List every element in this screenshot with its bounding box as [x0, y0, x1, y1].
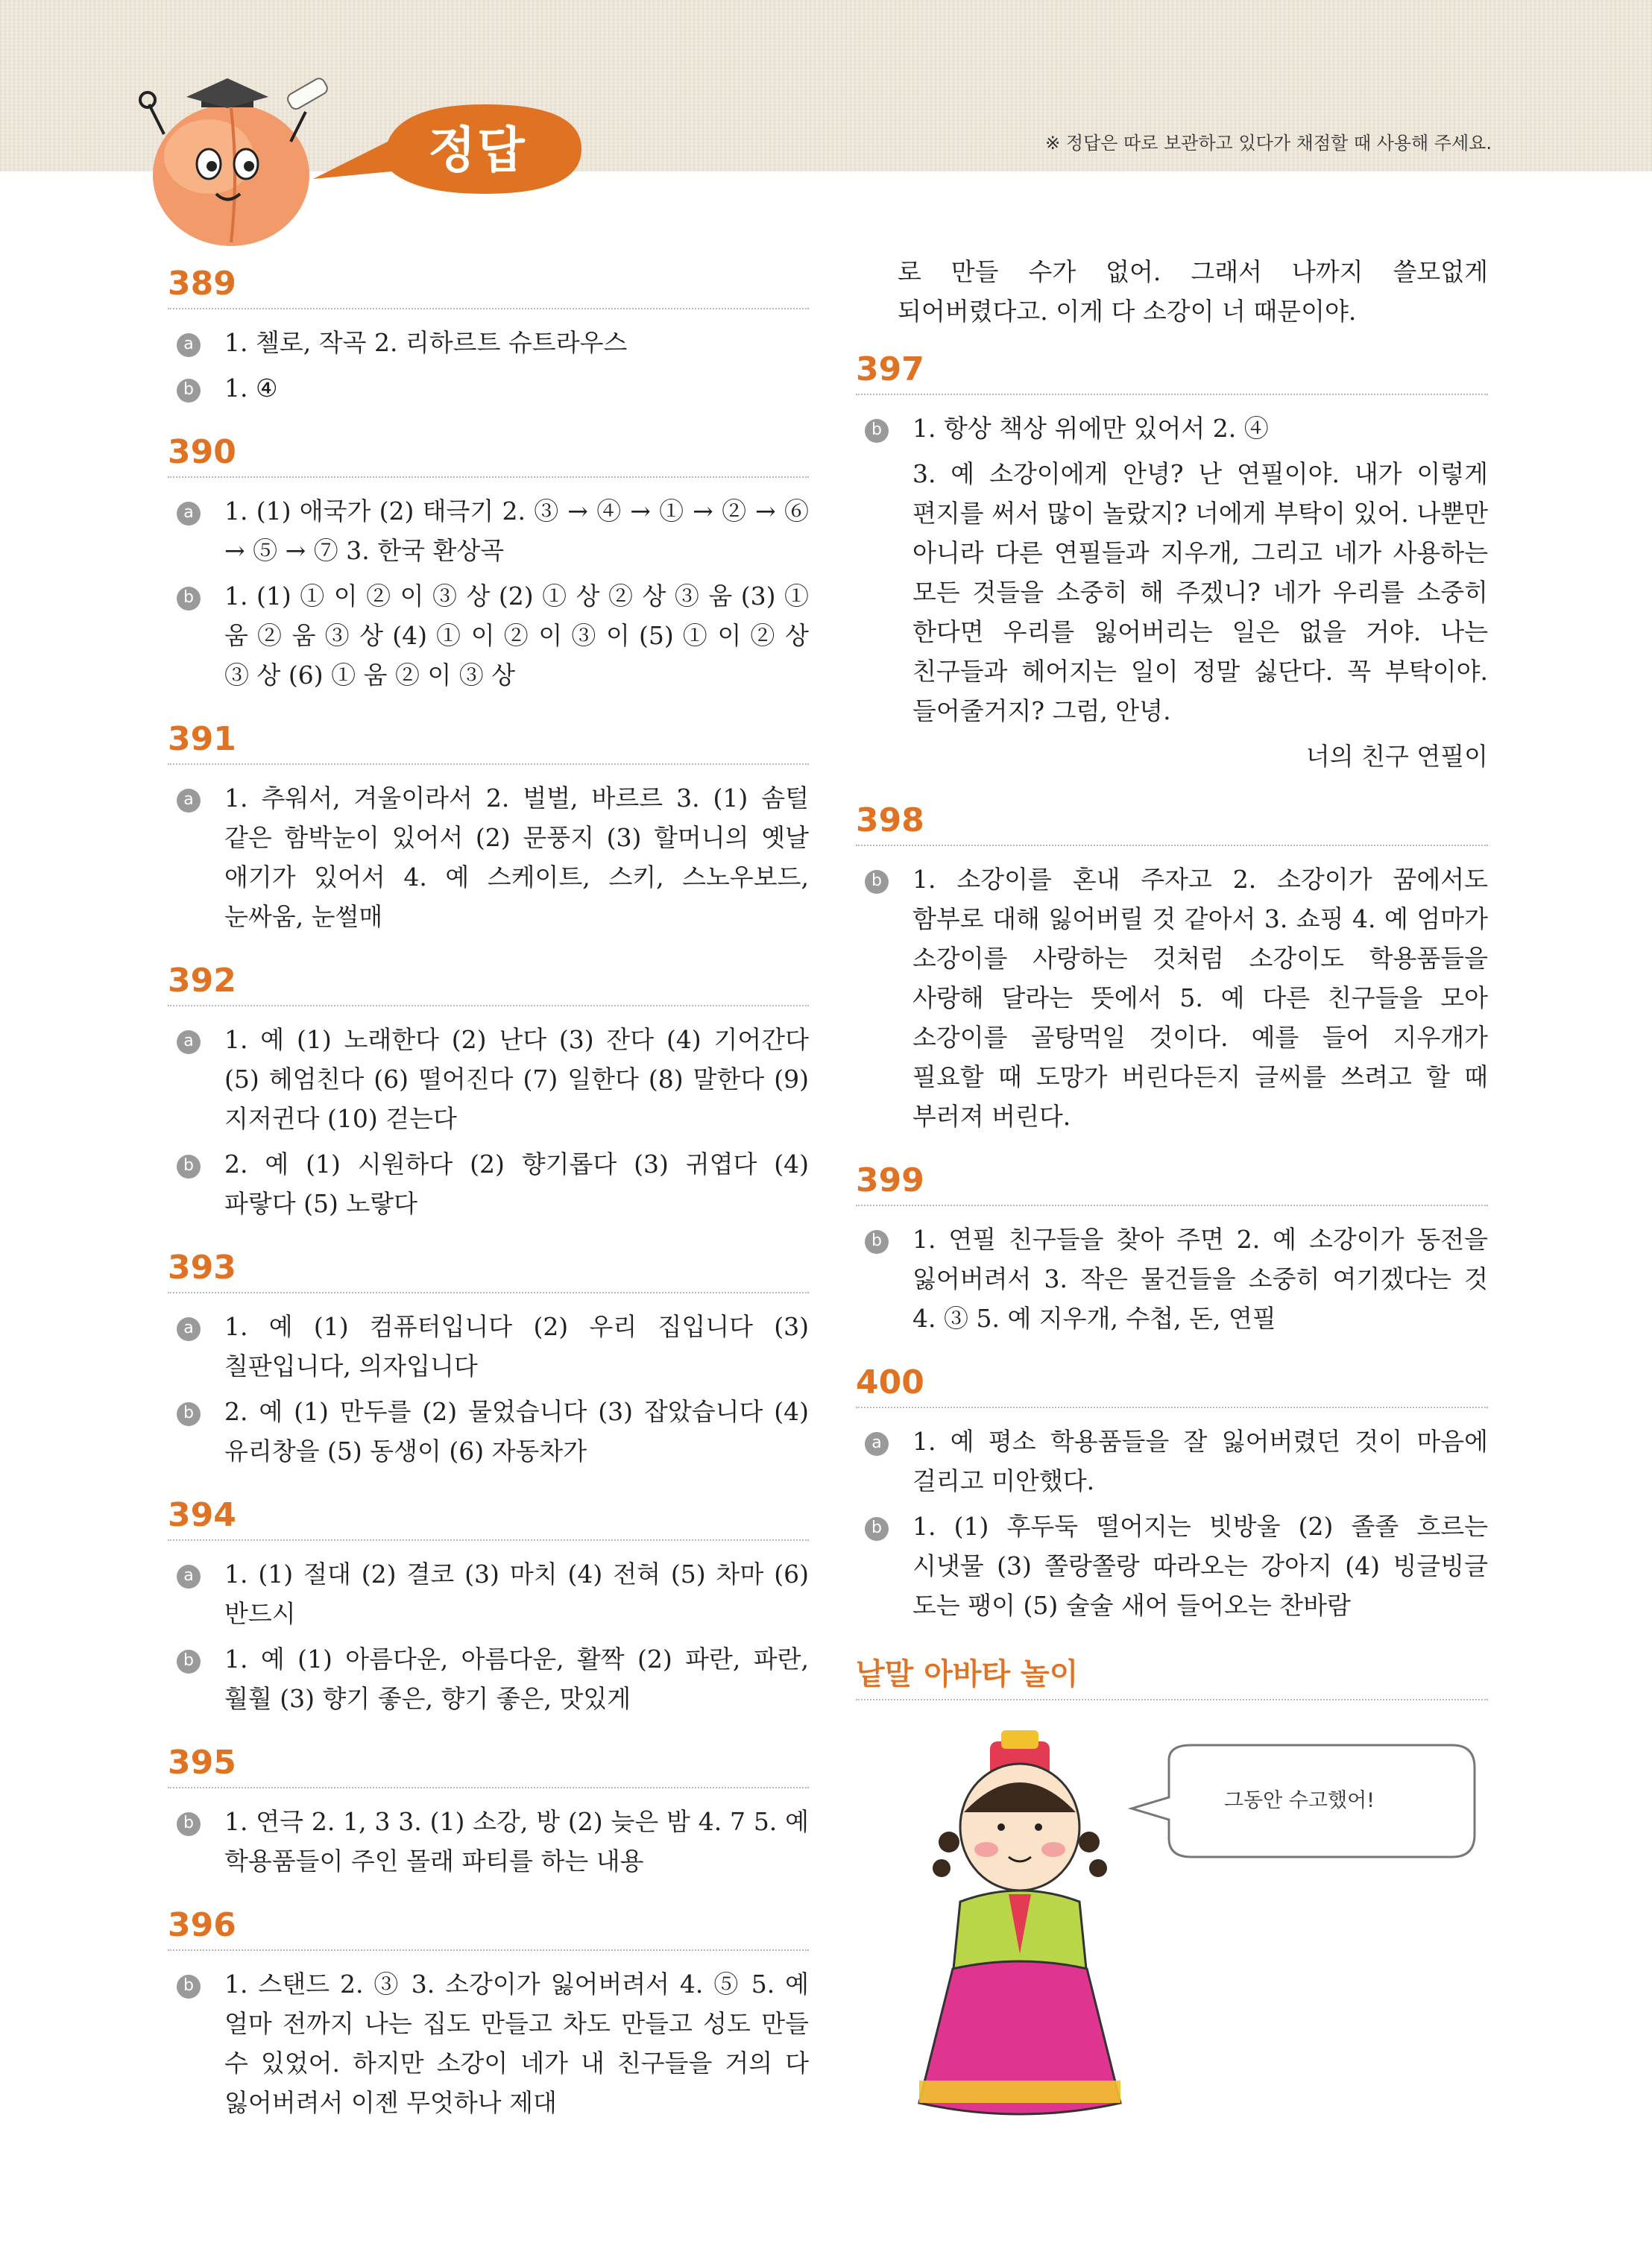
section-number: 399 — [856, 1161, 1488, 1206]
answer-text: 1. ④ — [224, 373, 278, 403]
answer-entry — [168, 1554, 809, 1633]
page-title: 정답 — [428, 122, 526, 179]
part-badge: a — [177, 789, 201, 813]
answer-text: 1. (1) 후두둑 떨어지는 빗방울 (2) 졸졸 흐르는 시냇물 (3) 쫄랑쫄랑 따라오는 강아지 (4) 빙글빙글 도는 팽이 (5) 술술 새어 들어오는 찬바람 — [912, 1512, 1488, 1620]
letter-signature: 너의 친구 연필이 — [1305, 742, 1488, 771]
answer-text: 1. 첼로, 작곡 2. 리하르트 슈트라우스 — [224, 328, 628, 357]
section-number: 390 — [168, 433, 809, 478]
answer-text: 1. (1) ① 이 ② 이 ③ 상 (2) ① 상 ② 상 ③ 움 (3) ① 움 ② 움 ③ 상 (4) ① 이 ② 이 ③ 이 (5) ① 이 ② 상 ③ 상 (6) ① 움 ② 이 ③ 상 — [224, 581, 809, 690]
nalmal-title: 낱말 아바타 놀이 — [856, 1650, 1488, 1700]
answer-section — [856, 350, 1488, 776]
answer-text: 1. 소강이를 혼내 주자고 2. 소강이가 꿈에서도 함부로 대해 잃어버릴 것 같아서 3. 쇼핑 4. 예 엄마가 소강이를 사랑하는 것처럼 소강이도 학용품들을 사랑해 달라는 뜻에서 5. 예 다른 친구들을 모아 소강이를 골탕먹일 것이다. 예를 들어 지우개가 필요할 때 도망가 버린다든지 글씨를 쓰려고 할 때 부러져 버린다. — [912, 865, 1488, 1131]
answer-text: 2. 예 (1) 만두를 (2) 물었습니다 (3) 잡았습니다 (4) 유리창을 (5) 동생이 (6) 자동차가 — [224, 1397, 809, 1466]
answer-text: 3. 예 소강이에게 안녕? 난 연필이야. 내가 이렇게 편지를 써서 많이 놀랐지? 너에게 부탁이 있어. 나뿐만 아니라 다른 연필들과 지우개, 그리고 네가 사용하는 모든 것들을 소중히 해 주겠니? 네가 우리를 소중히 한다면 우리를 잃어버리는 일은 없을 거야. 나는 친구들과 헤어지는 일이 정말 싫단다. 꼭 부탁이야. 들어줄거지? 그럼, 안녕. — [912, 459, 1488, 725]
answer-section — [168, 1744, 809, 1881]
part-badge: a — [865, 1432, 889, 1456]
answer-entry — [168, 1020, 809, 1138]
answer-entry — [168, 1639, 809, 1718]
part-badge: b — [865, 1230, 889, 1254]
answer-section — [856, 801, 1488, 1136]
part-badge: b — [177, 587, 201, 611]
answer-entry — [856, 860, 1488, 1136]
section-number: 392 — [168, 962, 809, 1006]
continuation-text: 로 만들 수가 없어. 그래서 나까지 쓸모없게 되어버렸다고. 이게 다 소강이 너 때문이야. — [898, 257, 1488, 326]
part-badge: b — [177, 1812, 201, 1836]
answer-entry — [168, 1964, 809, 2122]
answer-text: 1. 스탠드 2. ③ 3. 소강이가 잃어버려서 4. ⑤ 5. 예 얼마 전까지 나는 집도 만들고 차도 만들고 성도 만들 수 있었어. 하지만 소강이 네가 내 친구들을 거의 다 잃어버려서 이젠 무엇하나 제대 — [224, 1970, 809, 2117]
answer-entry — [856, 1507, 1488, 1625]
answer-text: 1. 예 (1) 아름다운, 아름다운, 활짝 (2) 파란, 파란, 훨훨 (3) 향기 좋은, 향기 좋은, 맛있게 — [224, 1644, 809, 1713]
answer-section — [168, 720, 809, 936]
part-badge: b — [177, 1650, 201, 1674]
part-badge: b — [177, 1155, 201, 1179]
answer-entry — [856, 454, 1488, 731]
part-badge: b — [865, 1517, 889, 1541]
answer-section — [168, 1496, 809, 1718]
answer-section — [856, 1363, 1488, 1625]
answer-text: 1. 연필 친구들을 찾아 주면 2. 예 소강이가 동전을 잃어버려서 3. 작은 물건들을 소중히 여기겠다는 것 4. ③ 5. 예 지우개, 수첩, 돈, 연필 — [912, 1225, 1488, 1333]
answer-entry — [168, 1802, 809, 1881]
answer-entry — [856, 1422, 1488, 1501]
section-number: 393 — [168, 1249, 809, 1293]
part-badge: b — [865, 419, 889, 443]
section-number: 396 — [168, 1906, 809, 1951]
section-number: 394 — [168, 1496, 809, 1541]
answer-section — [168, 265, 809, 408]
section-number: 389 — [168, 265, 809, 309]
part-badge: a — [177, 1317, 201, 1341]
part-badge: b — [865, 870, 889, 894]
avatar-area — [856, 1700, 1488, 2148]
answer-entry — [168, 1307, 809, 1386]
answer-entry — [168, 576, 809, 695]
speech-text: 그동안 수고했어! — [1224, 1789, 1375, 1812]
answer-text: 1. (1) 절대 (2) 결코 (3) 마치 (4) 전혀 (5) 차마 (6) 반드시 — [224, 1560, 809, 1628]
answer-text: 1. 예 평소 학용품들을 잘 잃어버렸던 것이 마음에 걸리고 미안했다. — [912, 1427, 1488, 1495]
answer-text: 1. 항상 책상 위에만 있어서 2. ④ — [912, 414, 1269, 443]
answer-entry — [168, 368, 809, 408]
section-number: 397 — [856, 350, 1488, 395]
answer-text: 1. 예 (1) 노래한다 (2) 난다 (3) 잔다 (4) 기어간다 (5) 헤엄친다 (6) 떨어진다 (7) 일한다 (8) 말한다 (9) 지저귄다 (10) 걷는다 — [224, 1025, 809, 1133]
answer-section — [856, 1161, 1488, 1338]
answer-entry — [168, 778, 809, 936]
answer-text: 1. 연극 2. 1, 3 3. (1) 소강, 방 (2) 늦은 밤 4. 7 5. 예 학용품들이 주인 몰래 파티를 하는 내용 — [224, 1807, 809, 1876]
answer-entry — [168, 1144, 809, 1223]
answer-entry — [856, 409, 1488, 448]
hanbok-girl-icon — [897, 1730, 1143, 2133]
left-column — [168, 265, 809, 2148]
part-badge: b — [177, 1975, 201, 1999]
answer-text: 1. 예 (1) 컴퓨터입니다 (2) 우리 집입니다 (3) 칠판입니다, 의자입니다 — [224, 1312, 809, 1381]
answer-entry — [168, 323, 809, 362]
answer-text: 1. 추워서, 겨울이라서 2. 벌벌, 바르르 3. (1) 솜털 같은 함박눈이 있어서 (2) 문풍지 (3) 할머니의 옛날 애기가 있어서 4. 예 스케이트, 스키, 스노우보드, 눈싸움, 눈썰매 — [224, 783, 809, 931]
answer-section — [168, 433, 809, 695]
part-badge: a — [177, 333, 201, 357]
part-badge: a — [177, 1565, 201, 1589]
section-number: 391 — [168, 720, 809, 765]
answer-entry — [856, 1220, 1488, 1338]
part-badge: b — [177, 1402, 201, 1426]
answer-text: 1. (1) 애국가 (2) 태극기 2. ③ → ④ → ① → ② → ⑥ → ⑤ → ⑦ 3. 한국 환상곡 — [224, 496, 809, 565]
section-number: 398 — [856, 801, 1488, 846]
part-badge: a — [177, 1030, 201, 1054]
notice-text: ※ 정답은 따로 보관하고 있다가 채점할 때 사용해 주세요. — [1045, 133, 1492, 154]
answer-section — [168, 1906, 809, 2122]
answer-section — [168, 962, 809, 1223]
right-column — [856, 252, 1488, 2148]
part-badge: a — [177, 502, 201, 526]
section-number: 400 — [856, 1363, 1488, 1408]
section-number: 395 — [168, 1744, 809, 1788]
answer-entry — [168, 491, 809, 570]
part-badge: b — [177, 379, 201, 403]
answer-entry — [168, 1392, 809, 1471]
answer-section — [168, 1249, 809, 1471]
answer-text: 2. 예 (1) 시원하다 (2) 향기롭다 (3) 귀엽다 (4) 파랗다 (5) 노랗다 — [224, 1150, 809, 1218]
